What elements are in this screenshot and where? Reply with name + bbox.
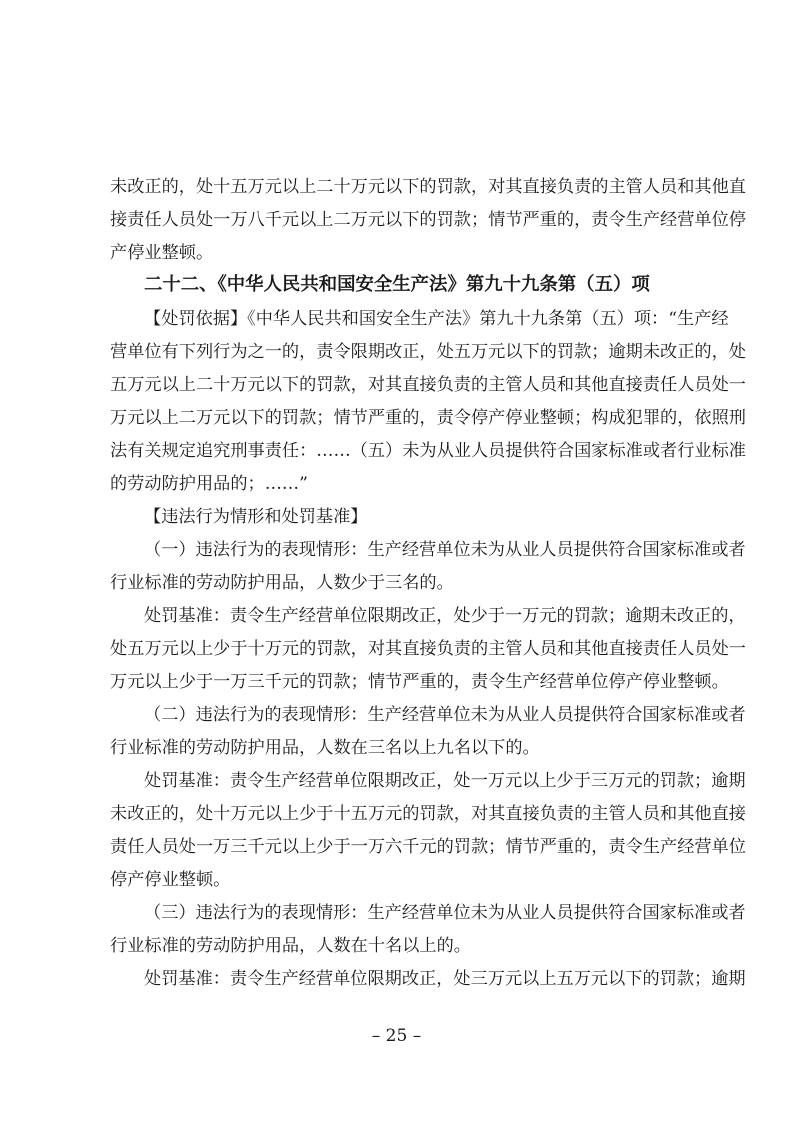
body-line: 行业标准的劳动防护用品，人数少于三名的。 <box>110 573 454 593</box>
body-line: 处罚基准：责令生产经营单位限期改正，处少于一万元的罚款；逾期未改正的， <box>144 606 746 626</box>
body-line: 的劳动防护用品的；……” <box>110 474 308 494</box>
body-line: 处罚基准：责令生产经营单位限期改正，处一万元以上少于三万元的罚款；逾期 <box>144 771 746 791</box>
page-number: – 25 – <box>371 1026 422 1046</box>
body-line: （一）违法行为的表现情形：生产经营单位未为从业人员提供符合国家标准或者 <box>144 540 746 560</box>
body-line: 责任人员处一万三千元以上少于一万六千元的罚款；情节严重的，责令生产经营单位 <box>110 837 746 857</box>
body-line: 未改正的，处十五万元以上二十万元以下的罚款，对其直接负责的主管人员和其他直 <box>110 177 746 197</box>
subsection-label: 【违法行为情形和处罚基准】 <box>144 507 368 527</box>
body-line: 接责任人员处一万八千元以上二万元以下的罚款；情节严重的，责令生产经营单位停 <box>110 210 746 230</box>
body-line: 万元以上二万元以下的罚款；情节严重的，责令停产停业整顿；构成犯罪的，依照刑 <box>110 408 746 428</box>
body-line: 五万元以上二十万元以下的罚款，对其直接负责的主管人员和其他直接责任人员处一 <box>110 375 746 395</box>
body-line: 营单位有下列行为之一的，责令限期改正，处五万元以下的罚款；逾期未改正的，处 <box>110 342 746 362</box>
body-line: 处五万元以上少于十万元的罚款，对其直接负责的主管人员和其他直接责任人员处一 <box>110 639 746 659</box>
section-heading: 二十二、《中华人民共和国安全生产法》第九十九条第（五）项 <box>144 274 650 295</box>
body-line: 未改正的，处十万元以上少于十五万元的罚款，对其直接负责的主管人员和其他直接 <box>110 804 746 824</box>
body-line: （三）违法行为的表现情形：生产经营单位未为从业人员提供符合国家标准或者 <box>144 903 746 923</box>
body-line: 法有关规定追究刑事责任：……（五）未为从业人员提供符合国家标准或者行业标准 <box>110 441 746 461</box>
body-line: 行业标准的劳动防护用品，人数在三名以上九名以下的。 <box>110 738 540 758</box>
body-line: 处罚基准：责令生产经营单位限期改正，处三万元以上五万元以下的罚款；逾期 <box>144 969 746 989</box>
body-line: 产停业整顿。 <box>110 243 214 263</box>
body-line: （二）违法行为的表现情形：生产经营单位未为从业人员提供符合国家标准或者 <box>144 705 746 725</box>
body-line: 万元以上少于一万三千元的罚款；情节严重的，责令生产经营单位停产停业整顿。 <box>110 672 729 692</box>
body-line: 停产停业整顿。 <box>110 870 231 890</box>
body-line: 行业标准的劳动防护用品，人数在十名以上的。 <box>110 936 471 956</box>
body-line: 【处罚依据】《中华人民共和国安全生产法》第九十九条第（五）项：“生产经 <box>144 309 729 329</box>
